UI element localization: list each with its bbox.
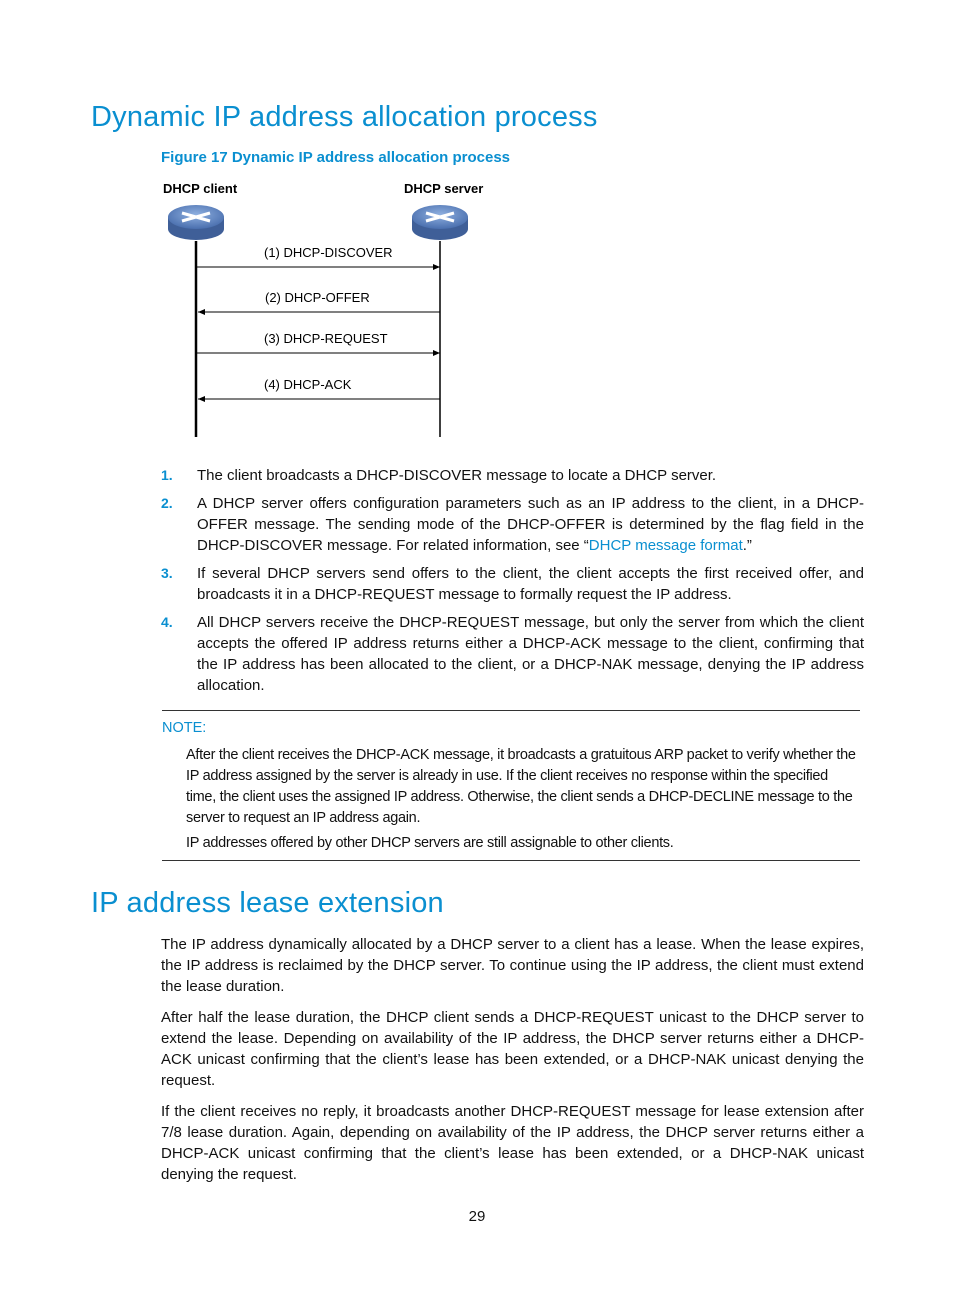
section-body (161, 934, 864, 1195)
steps-list (161, 465, 864, 703)
list-item: 1. The client broadcasts a DHCP-DISCOVER message to locate a DHCP server. (161, 467, 717, 484)
list-item: 4. All DHCP servers receive the DHCP-REQUEST message, but only the server from which the client accepts the offered IP address returns either a DHCP-ACK message to the client, confirming that the IP address has been allocated to the client, or a DHCP-NAK message, denying the IP address allocation. (161, 614, 864, 694)
list-item: 2. A DHCP server offers configuration parameters such as an IP address to the client, in a DHCP-OFFER message. The sending mode of the DHCP-OFFER is determined by the flag field in the DHCP-DISCOVER message. For related information, see “DHCP message format.” (161, 495, 864, 554)
router-icon (412, 205, 468, 240)
paragraph: The IP address dynamically allocated by a DHCP server to a client has a lease. When the lease expires, the IP address is reclaimed by the DHCP server. To continue using the IP address, the client must extend the lease duration. (161, 936, 864, 995)
dhcp-message-format-link[interactable]: DHCP message format (588, 537, 743, 554)
message-label: (4) DHCP-ACK (264, 377, 352, 392)
server-label: DHCP server (404, 181, 484, 196)
paragraph: After half the lease duration, the DHCP client sends a DHCP-REQUEST unicast to the DHCP server to extend the lease. Depending on availability of the IP address, the DHCP server returns either a DHCP-ACK unicast confirming that the client’s lease has been extended, or a DHCP-NAK unicast denying the request. (161, 1009, 864, 1089)
router-icon (168, 205, 224, 240)
list-item: 3. If several DHCP servers send offers to the client, the client accepts the first received offer, and broadcasts it in a DHCP-REQUEST message to formally request the IP address. (161, 565, 864, 603)
figure-caption: Figure 17 Dynamic IP address allocation process (161, 149, 511, 166)
dhcp-sequence-diagram (150, 175, 500, 445)
message-label: (2) DHCP-OFFER (265, 290, 370, 305)
paragraph: If the client receives no reply, it broadcasts another DHCP-REQUEST message for lease extension after 7/8 lease duration. Again, depending on availability of the IP address, the DHCP server returns either a DHCP-ACK unicast confirming that the client’s lease has been extended, or a DHCP-NAK unicast denying the request. (161, 1103, 864, 1183)
note-box (162, 710, 860, 861)
message-label: (1) DHCP-DISCOVER (264, 245, 393, 260)
note-paragraph: After the client receives the DHCP-ACK message, it broadcasts a gratuitous ARP packet to verify whether the IP address assigned by the server is already in use. If the client receives no response within the specified time, the client uses the assigned IP address. Otherwise, the client sends a DHCP-DECLINE message to the server to request an IP address again. (186, 747, 856, 826)
section-heading: Dynamic IP address allocation process (91, 101, 598, 133)
message-label: (3) DHCP-REQUEST (264, 331, 388, 346)
note-paragraph: IP addresses offered by other DHCP servers are still assignable to other clients. (186, 835, 674, 851)
section-heading: IP address lease extension (91, 887, 444, 919)
note-label: NOTE: (162, 720, 207, 736)
client-label: DHCP client (163, 181, 238, 196)
page-number: 29 (468, 1208, 486, 1225)
